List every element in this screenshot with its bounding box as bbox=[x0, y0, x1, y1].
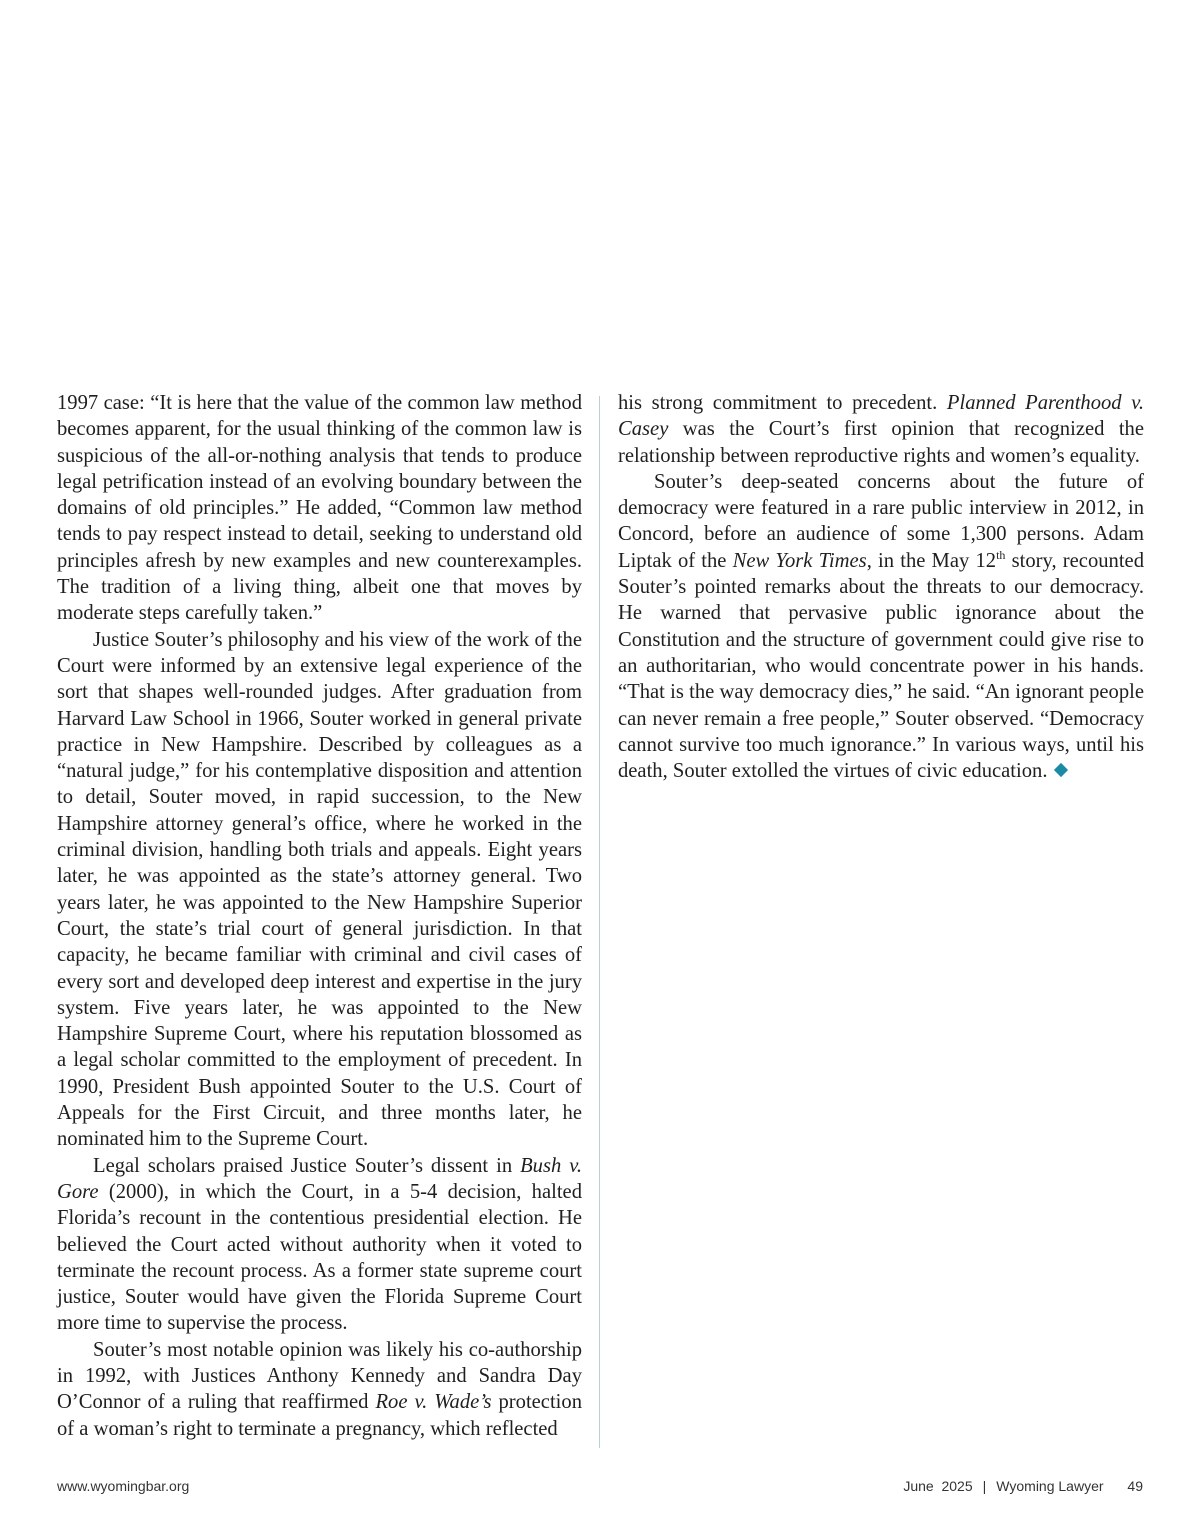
paragraph bbox=[57, 627, 582, 1153]
article-right-column bbox=[618, 390, 1144, 784]
italic-text: Planned Parenthood v. Casey bbox=[618, 392, 1144, 441]
article-left-column bbox=[57, 390, 582, 1442]
paragraph bbox=[57, 1337, 582, 1442]
paragraph bbox=[57, 1153, 582, 1337]
text-run: was the Court’s first opinion that recognized the relationship between reproductive rights and women’s equality. bbox=[618, 418, 1144, 467]
text-run: protection of a woman’s right to terminate a pregnancy, which reflected bbox=[57, 1391, 582, 1440]
text-run: his strong commitment to precedent. bbox=[618, 392, 947, 414]
diamond-icon bbox=[1054, 763, 1068, 777]
text-run: , in the May 12 bbox=[866, 549, 997, 572]
text-run: story, recounted Souter’s pointed remarks about the threats to our democracy. He warned that pervasive public ignorance about the Constitution and the structure of government could give rise to an authoritarian, who would concentrate power in his hands. “That is the way democracy dies,” he said. “An ignorant people can never remain a free people,” Souter observed. “Democracy cannot survive too much ignorance.” In various ways, until his death, Souter extolled the virtues of civic education. bbox=[618, 549, 1144, 783]
column-divider bbox=[599, 396, 600, 1448]
text-run: Justice Souter’s philosophy and his view of the work of the Court were informed by an extensive legal experience of the sort that shapes well-rounded judges. After graduation from Harvard Law School in 1966, Souter worked in general private practice in New Hampshire. Described by colleagues as a “natural judge,” for his contemplative disposition and attention to detail, Souter moved, in rapid succession, to the New Hampshire attorney general’s office, where he worked in the criminal division, handling both trials and appeals. Eight years later, he was appointed as the state’s attorney general. Two years later, he was appointed to the New Hampshire Superior Court, the state’s trial court of general jurisdiction. In that capacity, he became familiar with criminal and civil cases of every sort and developed deep interest and expertise in the jury system. Five years later, he was appointed to the New Hampshire Supreme Court, where his reputation blossomed as a legal scholar committed to the employment of precedent. In 1990, President Bush appointed Souter to the U.S. Court of Appeals for the First Circuit, and three months later, he nominated him to the Supreme Court. bbox=[57, 628, 582, 1151]
italic-text: New York Times bbox=[732, 549, 867, 572]
footer-issue-date: June 2025 bbox=[903, 1478, 973, 1494]
paragraph bbox=[57, 390, 582, 627]
text-run: Souter’s deep-seated concerns about the future of democracy were featured in a rare public interview in 2012, in Concord, before an audience of some 1,300 persons. Adam Liptak of the bbox=[618, 470, 1144, 572]
footer-website: www.wyomingbar.org bbox=[57, 1478, 190, 1494]
paragraph bbox=[618, 390, 1144, 469]
superscript-text: th bbox=[996, 547, 1006, 562]
text-run: 1997 case: “It is here that the value of the common law method becomes apparent, for the usual thinking of the common law is suspicious of the all-or-nothing analysis that tends to produce legal petrification instead of an evolving boundary between the domains of old principles.” He added, “Common law method tends to pay respect instead to detail, seeking to understand old principles afresh by new examples and new counterexamples. The tradition of a living thing, albeit one that moves by moderate steps carefully taken.” bbox=[57, 392, 582, 625]
italic-text: Bush v. Gore bbox=[57, 1154, 582, 1203]
page-number: 49 bbox=[1127, 1478, 1143, 1494]
footer-issue-info bbox=[903, 1478, 1143, 1494]
paragraph bbox=[618, 469, 1144, 785]
text-run: Legal scholars praised Justice Souter’s dissent in bbox=[93, 1154, 521, 1177]
footer-separator: | bbox=[982, 1478, 987, 1494]
italic-text: Roe v. Wade’s bbox=[375, 1391, 492, 1414]
footer-publication: Wyoming Lawyer bbox=[996, 1478, 1104, 1494]
text-run: (2000), in which the Court, in a 5-4 decision, halted Florida’s recount in the contentious presidential election. He believed the Court acted without authority when it voted to terminate the recount process. As a former state supreme court justice, Souter would have given the Florida Supreme Court more time to supervise the process. bbox=[57, 1180, 582, 1335]
text-run: Souter’s most notable opinion was likely his co-authorship in 1992, with Justices Anthony Kennedy and Sandra Day O’Connor of a ruling that reaffirmed bbox=[57, 1338, 582, 1414]
